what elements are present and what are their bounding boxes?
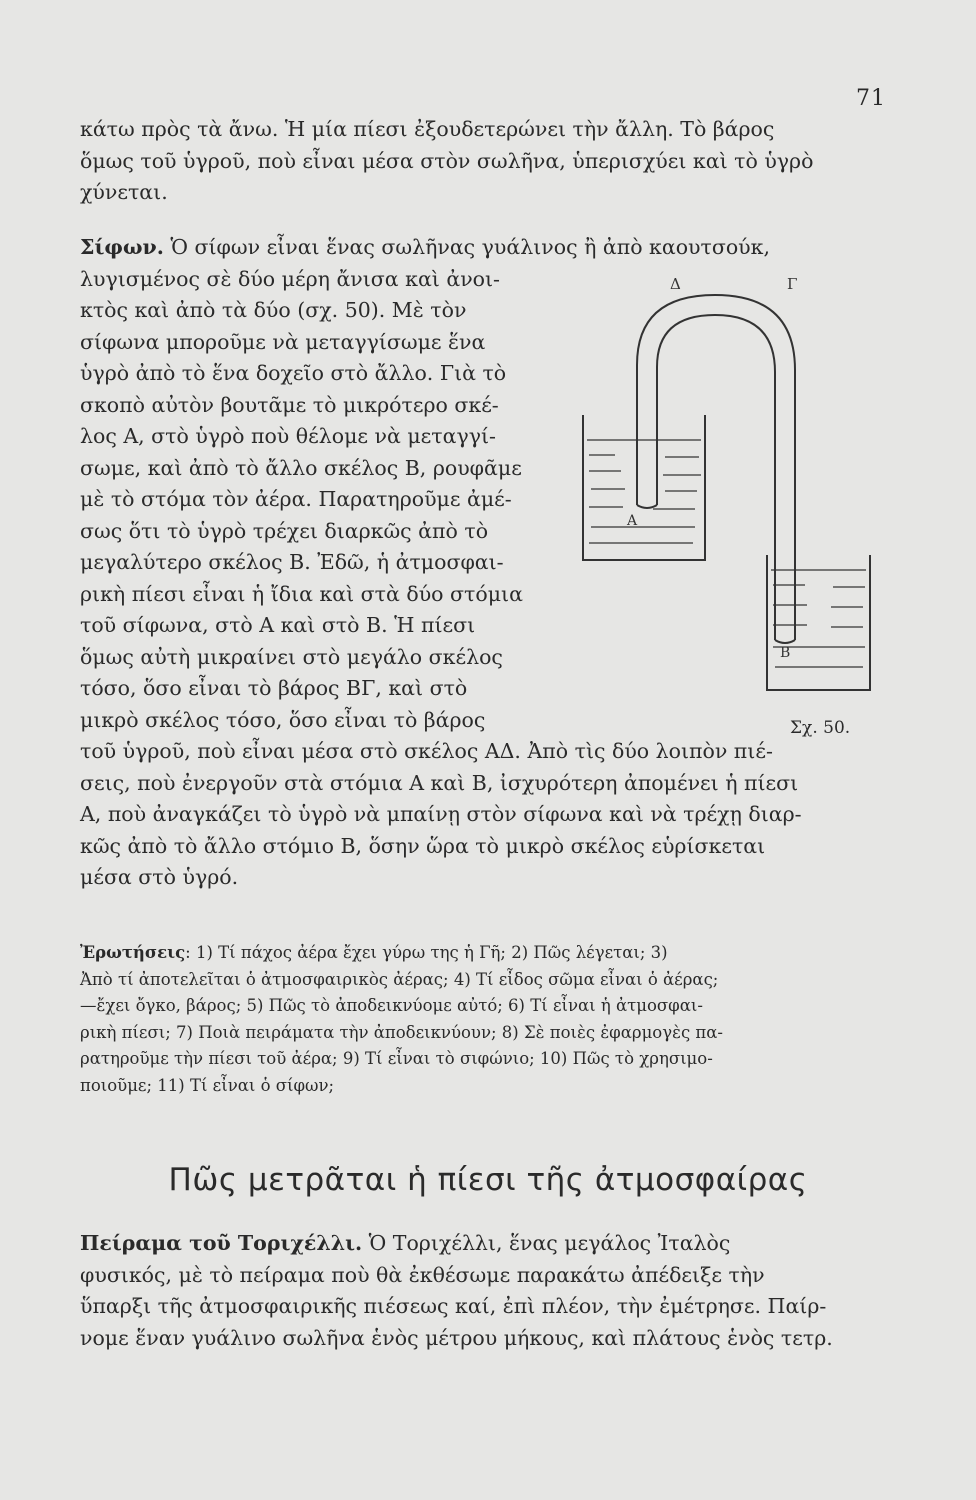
label-b: Β <box>780 645 791 661</box>
container-b <box>767 555 870 690</box>
text-line: μέσα στὸ ὑγρό. <box>80 865 239 889</box>
page-number: 71 <box>856 86 886 111</box>
siphon-diagram <box>575 275 905 745</box>
text-line: τόσο, ὅσο εἶναι τὸ βάρος ΒΓ, καὶ στὸ <box>80 676 468 700</box>
text-line: σκοπὸ αὐτὸν βουτᾶμε τὸ μικρότερο σκέ- <box>80 392 499 417</box>
text-line: ὅμως τοῦ ὑγροῦ, ποὺ εἶναι μέσα στὸν σωλῆνα, ὑπερισχύει καὶ τὸ ὑγρὸ <box>80 148 814 173</box>
text-line: ρατηροῦμε τὴν πίεσι τοῦ ἀέρα; 9) Τί εἶναι τὸ σιφώνιο; 10) Πῶς τὸ χρησιμο- <box>80 1049 713 1068</box>
text-line: λος Α, στὸ ὑγρὸ ποὺ θέλομε νὰ μεταγγί- <box>80 424 496 448</box>
text-line: κάτω πρὸς τὰ ἄνω. Ἡ μία πίεσι ἐξουδετερώνει τὴν ἄλλη. Τὸ βάρος <box>80 117 775 141</box>
text-line: σεις, ποὺ ἐνεργοῦν στὰ στόμια Α καὶ Β, ἰσχυρότερη ἀπομένει ἡ πίεσι <box>80 770 799 795</box>
figure-caption: Σχ. 50. <box>790 718 851 738</box>
label-a: Α <box>627 513 638 529</box>
text-line: ρικὴ πίεσι εἶναι ἡ ἴδια καὶ στὰ δύο στόμια <box>80 581 523 606</box>
text-line <box>80 232 890 264</box>
torricelli-heading: Πείραμα τοῦ Τοριχέλλι. <box>80 1231 363 1255</box>
text-line: νομε ἕναν γυάλινο σωλῆνα ἑνὸς μέτρου μήκους, καὶ πλάτους ἑνὸς τετρ. <box>80 1325 833 1350</box>
text-line: ὕπαρξι τῆς ἀτμοσφαιρικῆς πιέσεως καί, ἐπὶ πλέον, τὴν ἐμέτρησε. Παίρ- <box>80 1294 827 1318</box>
text-line: τοῦ σίφωνα, στὸ Α καὶ στὸ Β. Ἡ πίεσι <box>80 613 476 637</box>
text-line: Ἀπὸ τί ἀποτελεῖται ὁ ἀτμοσφαιρικὸς ἀέρας; 4) Τί εἶδος σῶμα εἶναι ὁ ἀέρας; <box>80 969 719 989</box>
container-a <box>583 415 705 560</box>
text-line: ποιοῦμε; 11) Τί εἶναι ὁ σίφων; <box>80 1075 335 1095</box>
text-line: φυσικός, μὲ τὸ πείραμα ποὺ θὰ ἐκθέσωμε παρακάτω ἀπέδειξε τὴν <box>80 1262 765 1287</box>
intro-paragraph <box>80 114 890 209</box>
text-line: λυγισμένος σὲ δύο μέρη ἄνισα καὶ ἀνοι- <box>80 266 500 291</box>
siphon-figure <box>575 275 905 745</box>
text-line: ρικὴ πίεσι; 7) Ποιὰ πειράματα τὴν ἀποδεικνύουν; 8) Σὲ ποιὲς ἐφαρμογὲς πα- <box>80 1022 723 1042</box>
text-line: σωμε, καὶ ἀπὸ τὸ ἄλλο σκέλος Β, ρουφᾶμε <box>80 455 522 480</box>
text-line: μεγαλύτερο σκέλος Β. Ἐδῶ, ἡ ἀτμοσφαι- <box>80 550 504 574</box>
text-line: —ἔχει ὄγκο, βάρος; 5) Πῶς τὸ ἀποδεικνύομε αὐτό; 6) Τί εἶναι ἡ ἀτμοσφαι- <box>80 996 703 1015</box>
text-line: μὲ τὸ στόμα τὸν ἀέρα. Παρατηροῦμε ἀμέ- <box>80 487 512 511</box>
text-line: σως ὅτι τὸ ὑγρὸ τρέχει διαρκῶς ἀπὸ τὸ <box>80 518 489 543</box>
siphon-tube <box>637 295 795 643</box>
questions-first-line: : 1) Τί πάχος ἀέρα ἔχει γύρω της ἡ Γῆ; 2) Πῶς λέγεται; 3) <box>185 943 668 962</box>
text-line: Α, ποὺ ἀναγκάζει τὸ ὑγρὸ νὰ μπαίνῃ στὸν σίφωνα καὶ νὰ τρέχῃ διαρ- <box>80 802 802 826</box>
text-line: κτὸς καὶ ἀπὸ τὰ δύο (σχ. 50). Μὲ τὸν <box>80 298 467 322</box>
questions-block <box>80 940 890 1099</box>
text-line: μικρὸ σκέλος τόσο, ὅσο εἶναι τὸ βάρος <box>80 707 486 732</box>
torricelli-paragraph <box>80 1228 890 1354</box>
section-title: Πῶς μετρᾶται ἡ πίεσι τῆς ἀτμοσφαίρας <box>168 1162 808 1198</box>
text-line: χύνεται. <box>80 180 168 204</box>
text-line <box>80 940 890 967</box>
text-line <box>80 1228 890 1260</box>
siphon-narrow-column <box>80 264 570 737</box>
text-line: τοῦ ὑγροῦ, ποὺ εἶναι μέσα στὸ σκέλος ΑΔ. Ἀπὸ τὶς δύο λοιπὸν πιέ- <box>80 739 773 763</box>
label-d: Δ <box>670 275 681 293</box>
text-line: σίφωνα μποροῦμε νὰ μεταγγίσωμε ἕνα <box>80 329 486 354</box>
text-line: κῶς ἀπὸ τὸ ἄλλο στόμιο Β, ὅσην ὥρα τὸ μικρὸ σκέλος εὑρίσκεται <box>80 833 766 858</box>
siphon-heading: Σίφων. <box>80 235 164 259</box>
siphon-first-line: Ὁ σίφων εἶναι ἕνας σωλῆνας γυάλινος ἢ ἀπὸ καουτσούκ, <box>163 235 770 259</box>
torricelli-first-line: Ὁ Τοριχέλλι, ἕνας μεγάλος Ἰταλὸς <box>362 1231 731 1255</box>
label-g: Γ <box>787 275 798 293</box>
questions-heading: Ἐρωτήσεις <box>80 943 186 962</box>
text-line: ὑγρὸ ἀπὸ τὸ ἕνα δοχεῖο στὸ ἄλλο. Γιὰ τὸ <box>80 361 507 385</box>
text-line: ὅμως αὐτὴ μικραίνει στὸ μεγάλο σκέλος <box>80 644 503 669</box>
